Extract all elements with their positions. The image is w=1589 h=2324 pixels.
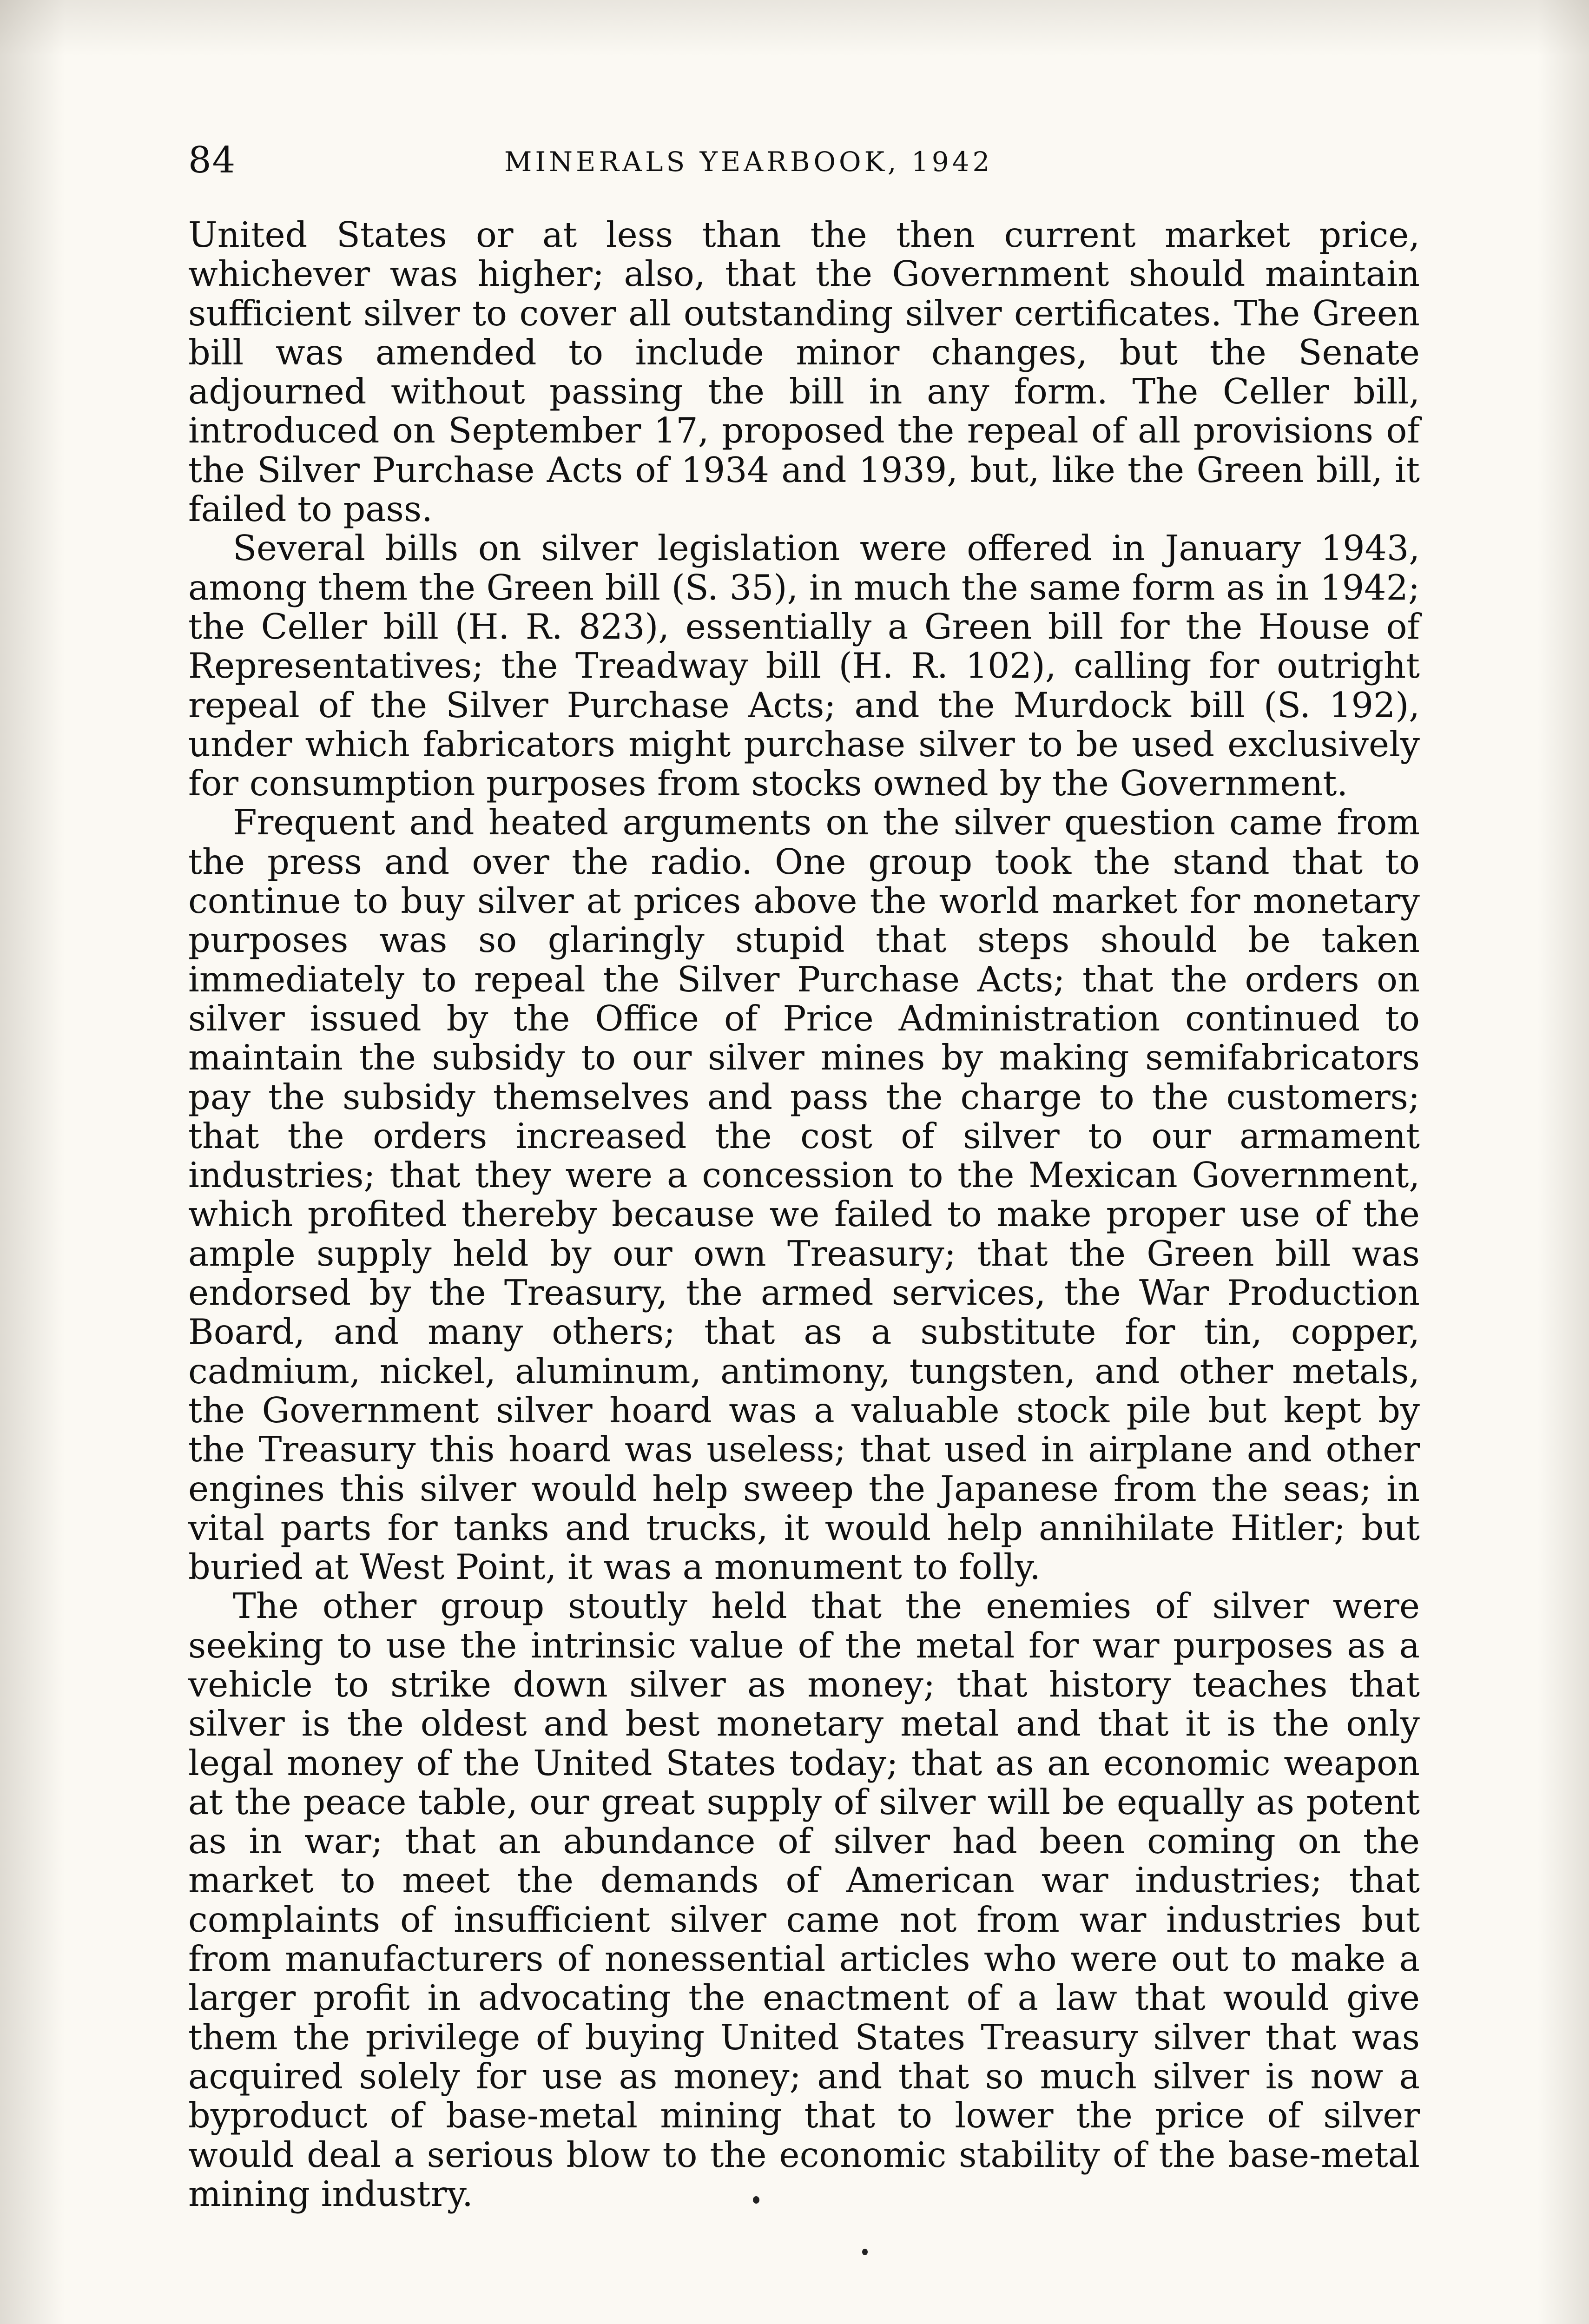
paragraph-4: The other group stoutly held that the enemies of silver were seeking to use the intrinsic value of the metal for war purposes as a vehicle to strike down silver as money; that history teaches that silver is the oldest and best monetary metal and that it is the only legal money of the United States today; that as an economic weapon at the peace table, our great supply of silver will be equally as potent as in war; that an abundance of silver had been coming on the market to meet the demands of American war industries; that complaints of insufficient silver came not from war industries but from manufacturers of nonessential articles who were out to make a larger profit in advocating the enactment of a law that would give them the privilege of buying United States Treasury silver that was acquired solely for use as money; and that so much silver is now a byproduct of base-metal mining that to lower the price of silver would deal a serious blow to the economic stability of the base-metal mining industry. <box>188 1586 1420 2214</box>
paragraph-1: United States or at less than the then current market price, whichever was higher; also, that the Government should maintain sufficient silver to cover all outstanding silver certificates. The Green bill was amended to include minor changes, but the Senate adjourned without passing the bill in any form. The Celler bill, introduced on September 17, proposed the repeal of all provisions of the Silver Purchase Acts of 1934 and 1939, but, like the Green bill, it failed to pass. <box>188 215 1420 530</box>
body-text <box>188 216 1420 2214</box>
page-number: 84 <box>188 139 237 181</box>
document-page <box>188 139 1420 2214</box>
running-header <box>188 139 1420 195</box>
print-speck <box>862 2249 868 2255</box>
print-speck <box>753 2196 759 2204</box>
scan-shadow-left <box>0 0 65 2324</box>
scan-shadow-right <box>1538 0 1589 2324</box>
paragraph-2: Several bills on silver legislation were offered in January 1943, among them the Green bill (S. 35), in much the same form as in 1942; the Celler bill (H. R. 823), essentially a Green bill for the House of Representatives; the Treadway bill (H. R. 102), calling for outright repeal of the Silver Purchase Acts; and the Murdock bill (S. 192), under which fabricators might purchase silver to be used exclusively for consumption purposes from stocks owned by the Government. <box>188 528 1420 804</box>
paragraph-3: Frequent and heated arguments on the silver question came from the press and over the radio. One group took the stand that to continue to buy silver at prices above the world market for monetary purposes was so glaringly stupid that steps should be taken immediately to repeal the Silver Purchase Acts; that the orders on silver issued by the Office of Price Administration continued to maintain the subsidy to our silver mines by making semifabricators pay the subsidy themselves and pass the charge to the customers; that the orders increased the cost of silver to our armament industries; that they were a concession to the Mexican Government, which profited thereby because we failed to make proper use of the ample supply held by our own Treasury; that the Green bill was endorsed by the Treasury, the armed services, the War Production Board, and many others; that as a substitute for tin, copper, cadmium, nickel, aluminum, antimony, tungsten, and other metals, the Government silver hoard was a valuable stock pile but kept by the Treasury this hoard was useless; that used in airplane and other engines this silver would help sweep the Japanese from the seas; in vital parts for tanks and trucks, it would help annihilate Hitler; but buried at West Point, it was a monument to folly. <box>188 802 1420 1588</box>
running-title: MINERALS YEARBOOK, 1942 <box>504 146 993 178</box>
scan-shadow-top <box>0 0 1589 56</box>
